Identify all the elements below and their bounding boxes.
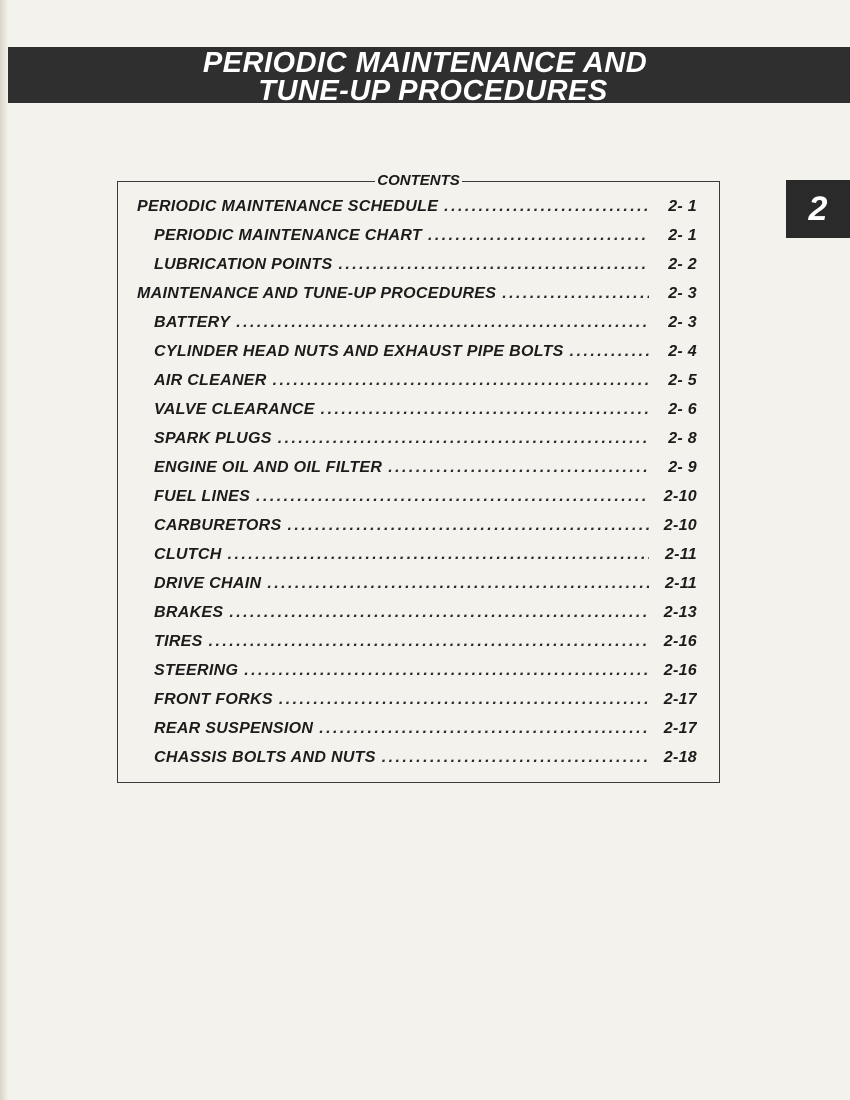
toc-entry <box>154 430 697 448</box>
toc-entry-page: 2-16 <box>663 633 697 650</box>
toc-leader-dots <box>229 604 649 622</box>
toc-entry-label: AIR CLEANER <box>154 372 267 389</box>
toc-entry <box>137 198 697 216</box>
toc-entry-label: MAINTENANCE AND TUNE-UP PROCEDURES <box>137 285 497 302</box>
toc-entry <box>154 343 697 361</box>
toc-entry-page: 2-17 <box>663 720 697 737</box>
toc-entry-page: 2-13 <box>663 604 697 621</box>
toc-entry <box>154 546 697 564</box>
toc-entry-page: 2- 4 <box>668 343 697 360</box>
toc-leader-dots <box>319 720 649 738</box>
toc-entry <box>154 227 697 245</box>
toc-leader-dots <box>338 256 649 274</box>
toc-entry <box>137 285 697 303</box>
toc-entry-label: BRAKES <box>154 604 224 621</box>
toc-entry-label: LUBRICATION POINTS <box>154 256 333 273</box>
toc-entry-page: 2- 6 <box>668 401 697 418</box>
toc-entry-page: 2- 3 <box>668 314 697 331</box>
toc-entry-page: 2- 1 <box>668 227 697 244</box>
toc-entry-page: 2- 2 <box>668 256 697 273</box>
toc-entry-page: 2- 5 <box>668 372 697 389</box>
toc-leader-dots <box>279 691 649 709</box>
toc-entry <box>154 633 697 651</box>
toc-entry-page: 2-17 <box>663 691 697 708</box>
toc-leader-dots <box>267 575 649 593</box>
page-title <box>0 47 850 105</box>
toc-entry-label: VALVE CLEARANCE <box>154 401 315 418</box>
toc-entry <box>154 720 697 738</box>
contents-heading-text: CONTENTS <box>377 172 460 189</box>
toc-entry-label: FUEL LINES <box>154 488 251 505</box>
toc-entry-label: CARBURETORS <box>154 517 282 534</box>
toc-entry-label: CHASSIS BOLTS AND NUTS <box>154 749 376 766</box>
toc-entry-page: 2- 3 <box>668 285 697 302</box>
toc-entry-label: CYLINDER HEAD NUTS AND EXHAUST PIPE BOLTS <box>154 343 564 360</box>
toc-leader-dots <box>321 401 649 419</box>
toc-entry <box>154 459 697 477</box>
toc-leader-dots <box>278 430 649 448</box>
toc-entry-label: ENGINE OIL AND OIL FILTER <box>154 459 383 476</box>
toc-entry <box>154 517 697 535</box>
toc-entry-page: 2-10 <box>663 488 697 505</box>
toc-entry-page: 2- 1 <box>668 198 697 215</box>
toc-entry <box>154 314 697 332</box>
contents-box <box>117 172 720 783</box>
toc-entry <box>154 372 697 390</box>
toc-entry <box>154 401 697 419</box>
toc-leader-dots <box>388 459 649 477</box>
toc-leader-dots <box>287 517 649 535</box>
toc-leader-dots <box>236 314 649 332</box>
toc-entry-label: BATTERY <box>154 314 231 331</box>
toc-entry-label: REAR SUSPENSION <box>154 720 314 737</box>
toc-entry-label: STEERING <box>154 662 239 679</box>
toc-entry <box>154 604 697 622</box>
section-tab: 2 <box>786 180 850 238</box>
toc-entry-page: 2-18 <box>663 749 697 766</box>
toc-leader-dots <box>428 227 649 245</box>
toc-entry <box>154 749 697 767</box>
toc-leader-dots <box>228 546 649 564</box>
toc-entry-page: 2-10 <box>663 517 697 534</box>
toc-entry-label: PERIODIC MAINTENANCE CHART <box>154 227 422 244</box>
toc-entry <box>154 488 697 506</box>
toc-leader-dots <box>502 285 649 303</box>
toc-entry-page: 2- 9 <box>668 459 697 476</box>
toc-entry-page: 2-11 <box>664 546 697 563</box>
toc-entry-label: FRONT FORKS <box>154 691 273 708</box>
toc-entry-page: 2-16 <box>663 662 697 679</box>
toc-entry-label: TIRES <box>154 633 203 650</box>
toc-entry <box>154 256 697 274</box>
toc-entry <box>154 662 697 680</box>
toc-entry-label: SPARK PLUGS <box>154 430 272 447</box>
toc-leader-dots <box>273 372 649 390</box>
toc-leader-dots <box>256 488 649 506</box>
toc-leader-dots <box>444 198 649 216</box>
toc-leader-dots <box>209 633 649 651</box>
toc-leader-dots <box>244 662 649 680</box>
toc-entry-page: 2- 8 <box>668 430 697 447</box>
toc-leader-dots <box>570 343 649 361</box>
toc-leader-dots <box>382 749 649 767</box>
toc-entry-label: PERIODIC MAINTENANCE SCHEDULE <box>137 198 439 215</box>
toc-entry <box>154 575 697 593</box>
toc-entry-label: DRIVE CHAIN <box>154 575 262 592</box>
toc-entry-page: 2-11 <box>664 575 697 592</box>
toc-entry <box>154 691 697 709</box>
page-title-line-1: PERIODIC MAINTENANCE AND <box>202 47 648 79</box>
page-edge <box>0 0 8 1100</box>
toc-entry-label: CLUTCH <box>154 546 222 563</box>
contents-heading <box>118 172 719 189</box>
page-title-line-2: TUNE-UP PROCEDURES <box>258 75 608 107</box>
